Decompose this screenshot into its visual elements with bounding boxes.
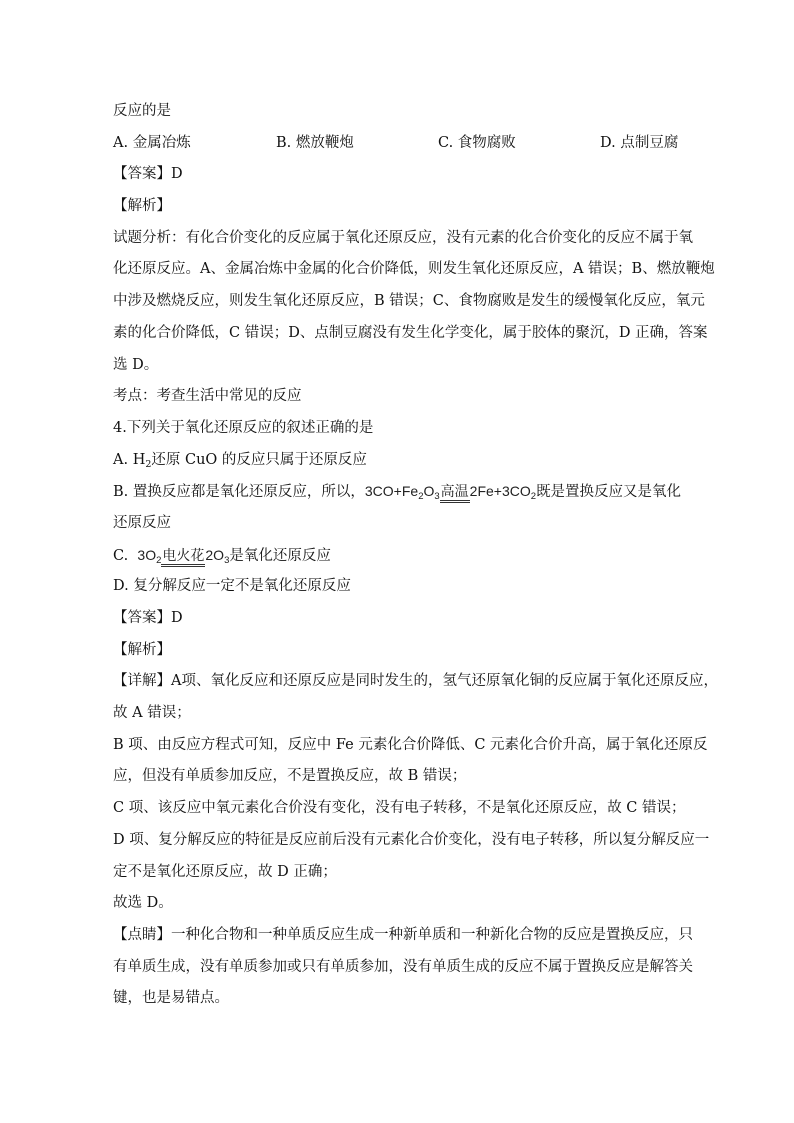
q4-detail-line: D 项、复分解反应的特征是反应前后没有元素化合价变化，没有电子转移，所以复分解反应一 <box>113 831 710 848</box>
q4-option-b-cont: 还原反应 <box>113 514 171 531</box>
q4-detail-line: 【详解】A项、氧化反应和还原反应是同时发生的，氢气还原氧化铜的反应属于氧化还原反应， <box>113 673 718 690</box>
reaction-condition-dianhuohua: 电火花 <box>161 546 205 567</box>
q3-analysis-line: 素的化合价降低，C 错误；D、点制豆腐没有发生化学变化，属于胶体的聚沉，D 正确，答案 <box>113 324 708 341</box>
q4-tip-line: 键，也是易错点。 <box>113 990 229 1007</box>
q4-tip-line: 【点睛】一种化合物和一种单质反应生成一种新单质和一种新化合物的反应是置换反应，只 <box>113 926 693 943</box>
reaction-condition-gaowen: 高温 <box>440 482 470 503</box>
q3-analysis-line: 试题分析：有化合价变化的反应属于氧化还原反应，没有元素的化合价变化的反应不属于氧 <box>113 229 693 246</box>
q3-option-a: A. 金属冶炼 <box>113 134 191 151</box>
q4-option-b: B. 置换反应都是氧化还原反应，所以，$3CO+Fe_2O_3$高温$2Fe+3CO_2$既是置换反应又是氧化 <box>113 483 682 503</box>
q4-detail-line: B 项、由反应方程式可知，反应中 Fe 元素化合价降低、C 元素化合价升高，属于氧化还原反 <box>113 736 708 753</box>
q3-stem-tail: 反应的是 <box>113 103 171 119</box>
q3-answer: 【答案】D <box>113 166 183 183</box>
q3-analysis-label: 【解析】 <box>113 198 171 215</box>
q4-option-c: C. $3O_2$电火花$2O_3$是氧化还原反应 <box>113 546 331 566</box>
q3-kaodian: 考点：考查生活中常见的反应 <box>113 388 302 405</box>
q3-options <box>113 128 681 160</box>
q4-tip-line: 有单质生成，没有单质参加或只有单质参加，没有单质生成的反应不属于置换反应是解答关 <box>113 958 693 975</box>
document-page <box>113 96 718 1015</box>
q4-detail-line: 故选 D。 <box>113 895 173 912</box>
q3-analysis-line: 选 D。 <box>113 356 159 373</box>
q3-option-b: B. 燃放鞭炮 <box>276 134 354 151</box>
q4-detail-line: C 项、该反应中氧元素化合价没有变化，没有电子转移，不是氧化还原反应，故 C 错误； <box>113 800 686 817</box>
q4-stem: 4.下列关于氧化还原反应的叙述正确的是 <box>113 419 374 436</box>
q4-detail-line: 应，但没有单质参加反应，不是置换反应，故 B 错误； <box>113 768 467 785</box>
q3-option-c: C. 食物腐败 <box>438 134 516 151</box>
q4-answer: 【答案】D <box>113 610 183 626</box>
q4-detail-line: 定不是氧化还原反应，故 D 正确； <box>113 863 337 880</box>
q3-option-d: D. 点制豆腐 <box>600 134 679 151</box>
equation-b: $3CO+Fe_2O_3$高温$2Fe+3CO_2$ <box>364 483 537 503</box>
q3-analysis-line: 化还原反应。A、金属冶炼中金属的化合价降低，则发生氧化还原反应，A 错误；B、燃放鞭炮 <box>113 261 715 278</box>
q3-analysis-line: 中涉及燃烧反应，则发生氧化还原反应，B 错误；C、食物腐败是发生的缓慢氧化反应，氧元 <box>113 293 705 310</box>
q4-analysis-label: 【解析】 <box>113 641 171 658</box>
q4-option-a: A. $H_2$还原 CuO 的反应只属于还原反应 <box>113 451 367 470</box>
equation-c: $3O_2$电火花$2O_3$ <box>137 546 230 566</box>
q4-detail-line: 故 A 错误； <box>113 705 191 722</box>
q4-option-d: D. 复分解反应一定不是氧化还原反应 <box>113 578 351 595</box>
